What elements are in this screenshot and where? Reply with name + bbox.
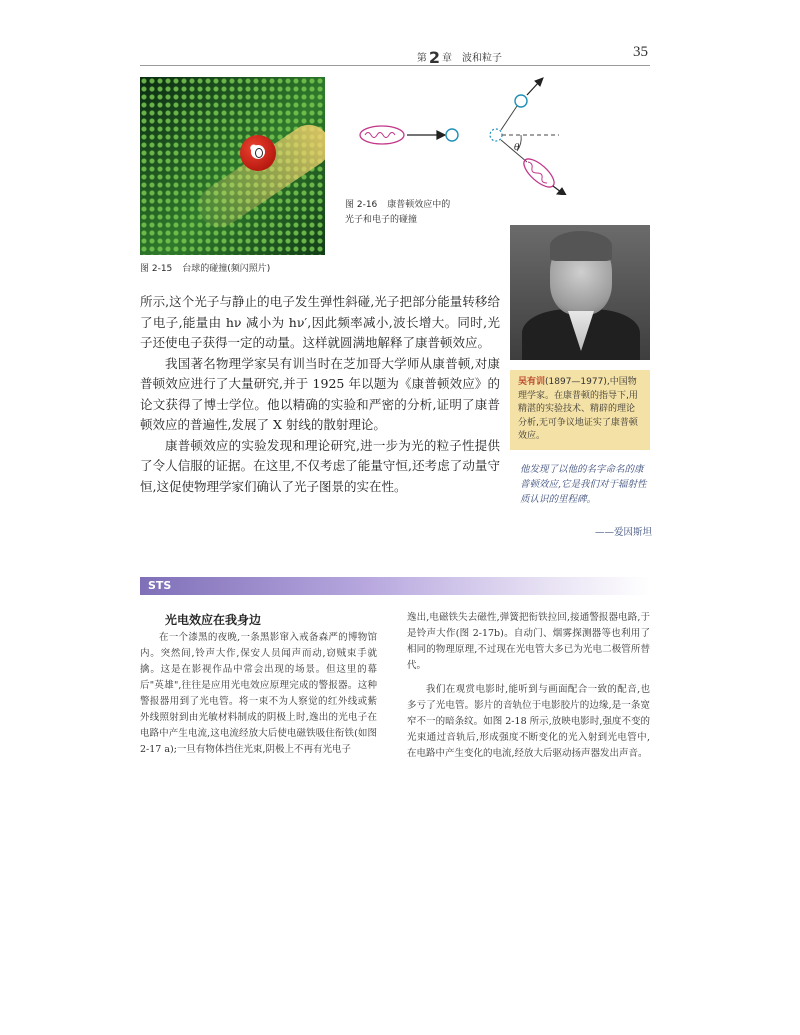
einstein-quote: 他发现了以他的名字命名的康普顿效应,它是我们对于辐射性质认识的里程碑。	[520, 464, 647, 505]
billiard-collision-photo	[140, 77, 325, 255]
portrait-photo	[510, 225, 650, 360]
sts-title: 光电效应在我身边	[165, 613, 262, 627]
sts-label: STS	[148, 579, 172, 592]
sts-section-bar	[140, 577, 650, 595]
recoil-electron-path	[501, 106, 517, 130]
sts-paragraph: 逸出,电磁铁失去磁性,弹簧把衔铁拉回,接通警报器电路,于是铃声大作(图 2-17b)。自动门、烟雾探测器等也利用了相同的物理原理,不过现在光电管大多已为光电二极管所替代。	[407, 612, 650, 671]
paragraph: 康普顿效应的实验发现和理论研究,进一步为光的粒子性提供了令人信服的证据。在这里,不仅考虑了能量守恒,还考虑了动量守恒,这促使物理学家们确认了光子图景的实在性。	[140, 437, 500, 494]
sts-paragraph: 在一个漆黑的夜晚,一条黑影窜入戒备森严的博物馆内。突然间,铃声大作,保安人员闻声而动,窃贼束手就擒。这是在影视作品中常会出现的场景。但这里的幕后"英雄",往往是应用光电效应原理完成的警报器。这种警报器用到了光电管。将一束不为人察觉的红外线或紫外线照射到由光敏材料制成的阴极上时,逸出的光电子在电路中产生电流,这电流经放大后使电磁铁吸住衔铁(如图 2-17 a);一旦有物体挡住光束,阴极上不再有光电子	[140, 632, 377, 755]
paragraph: 所示,这个光子与静止的电子发生弹性斜碰,光子把部分能量转移给了电子,能量由 hν 减小为 hν′,因此频率减小,波长增大。同时,光子还使电子获得一定的动量。这样就圆满地解释了康普顿效应。	[140, 294, 500, 350]
incident-photon-wave	[360, 126, 404, 144]
paragraph: 我国著名物理学家吴有训当时在芝加哥大学师从康普顿,对康普顿效应进行了大量研究,并于 1925 年以题为《康普顿效应》的论文获得了博士学位。他以精确的实验和严密的分析,证明了康普顿效应的普遍性,发展了 X 射线的散射理论。	[140, 355, 500, 432]
sts-left-column	[140, 630, 377, 758]
electron-at-rest	[446, 129, 458, 141]
quote-attribution: ——爱因斯坦	[594, 527, 652, 538]
angle-theta-label: θ	[514, 143, 520, 153]
incident-arrow	[407, 131, 445, 139]
sts-paragraph: 我们在观赏电影时,能听到与画面配合一致的配音,也多亏了光电管。影片的音轨位于电影胶片的边缘,是一条宽窄不一的暗条纹。如图 2-18 所示,放映电影时,强度不变的光束通过音轨后,形成强度不断变化的光入射到光电管中,在电路中产生变化的电流,经放大后驱动扬声器发出声音。	[407, 684, 650, 759]
recoil-arrow	[527, 78, 543, 95]
scattered-photon-wave	[520, 154, 559, 191]
compton-scattering-diagram	[345, 70, 575, 195]
chapter-title: 波和粒子	[462, 53, 502, 64]
main-text	[140, 292, 500, 497]
page-number: 35	[633, 44, 648, 60]
biography-box	[510, 370, 650, 450]
chapter-number: 2	[428, 48, 440, 67]
recoil-electron	[515, 95, 527, 107]
collision-point	[490, 129, 502, 141]
billiard-ball	[240, 135, 276, 171]
bio-text: (1897—1977),中国物理学家。在康普顿的指导下,用精湛的实验技术、精辟的理论分析,无可争议地证实了康普顿效应。	[518, 377, 638, 441]
figure-2-16-caption: 图 2-16 康普顿效应中的 光子和电子的碰撞	[345, 200, 451, 225]
chapter-label: 第 2 章 波和粒子	[416, 48, 502, 67]
scattered-arrow	[553, 186, 566, 195]
figure-2-15-caption: 图 2-15 台球的碰撞(频闪照片)	[140, 264, 271, 274]
bio-name: 吴有训	[518, 377, 546, 387]
running-header	[140, 40, 650, 66]
sts-right-column	[407, 610, 650, 762]
